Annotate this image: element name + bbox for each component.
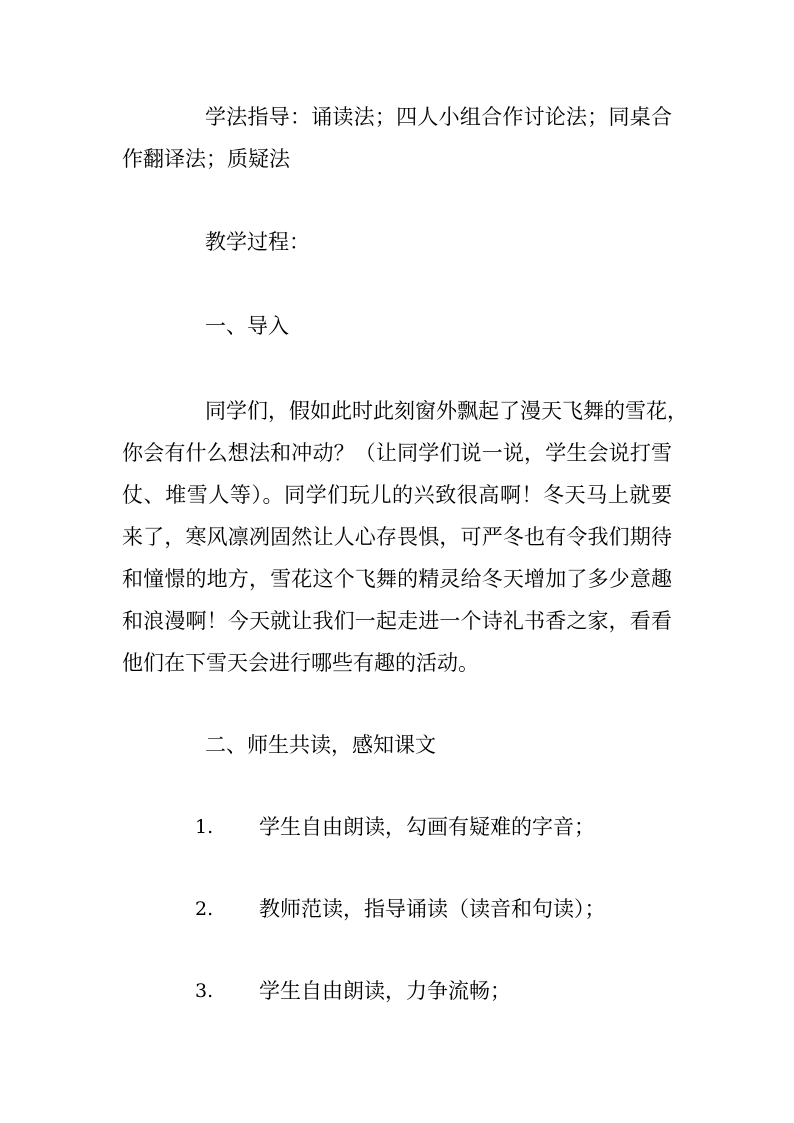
study-method-line-1: 学法指导：诵读法；四人小组合作讨论法；同桌合 <box>205 105 672 129</box>
section-2-heading: 二、师生共读，感知课文 <box>205 733 436 757</box>
intro-paragraph-line: 仗、堆雪人等）。同学们玩儿的兴致很高啊！冬天马上就要 <box>122 483 672 507</box>
intro-paragraph-line: 和憧憬的地方，雪花这个飞舞的精灵给冬天增加了多少意趣 <box>122 567 672 591</box>
intro-paragraph-line: 来了，寒风凛冽固然让人心存畏惧，可严冬也有令我们期待 <box>122 525 672 549</box>
list-item: 3. 学生自由朗读，力争流畅； <box>195 979 511 1003</box>
intro-paragraph-line: 他们在下雪天会进行哪些有趣的活动。 <box>122 651 479 675</box>
intro-paragraph-line: 同学们，假如此时此刻窗外飘起了漫天飞舞的雪花， <box>205 399 688 423</box>
list-item: 1. 学生自由朗读，勾画有疑难的字音； <box>195 815 595 839</box>
process-heading: 教学过程： <box>205 230 310 254</box>
list-item: 2. 教师范读，指导诵读（读音和句读）； <box>195 897 606 921</box>
intro-paragraph-line: 和浪漫啊！今天就让我们一起走进一个诗礼书香之家，看看 <box>122 609 672 633</box>
intro-paragraph-line: 你会有什么想法和冲动？（让同学们说一说，学生会说打雪 <box>122 441 672 465</box>
section-1-heading: 一、导入 <box>205 314 289 338</box>
study-method-line-2: 作翻译法；质疑法 <box>122 147 290 171</box>
